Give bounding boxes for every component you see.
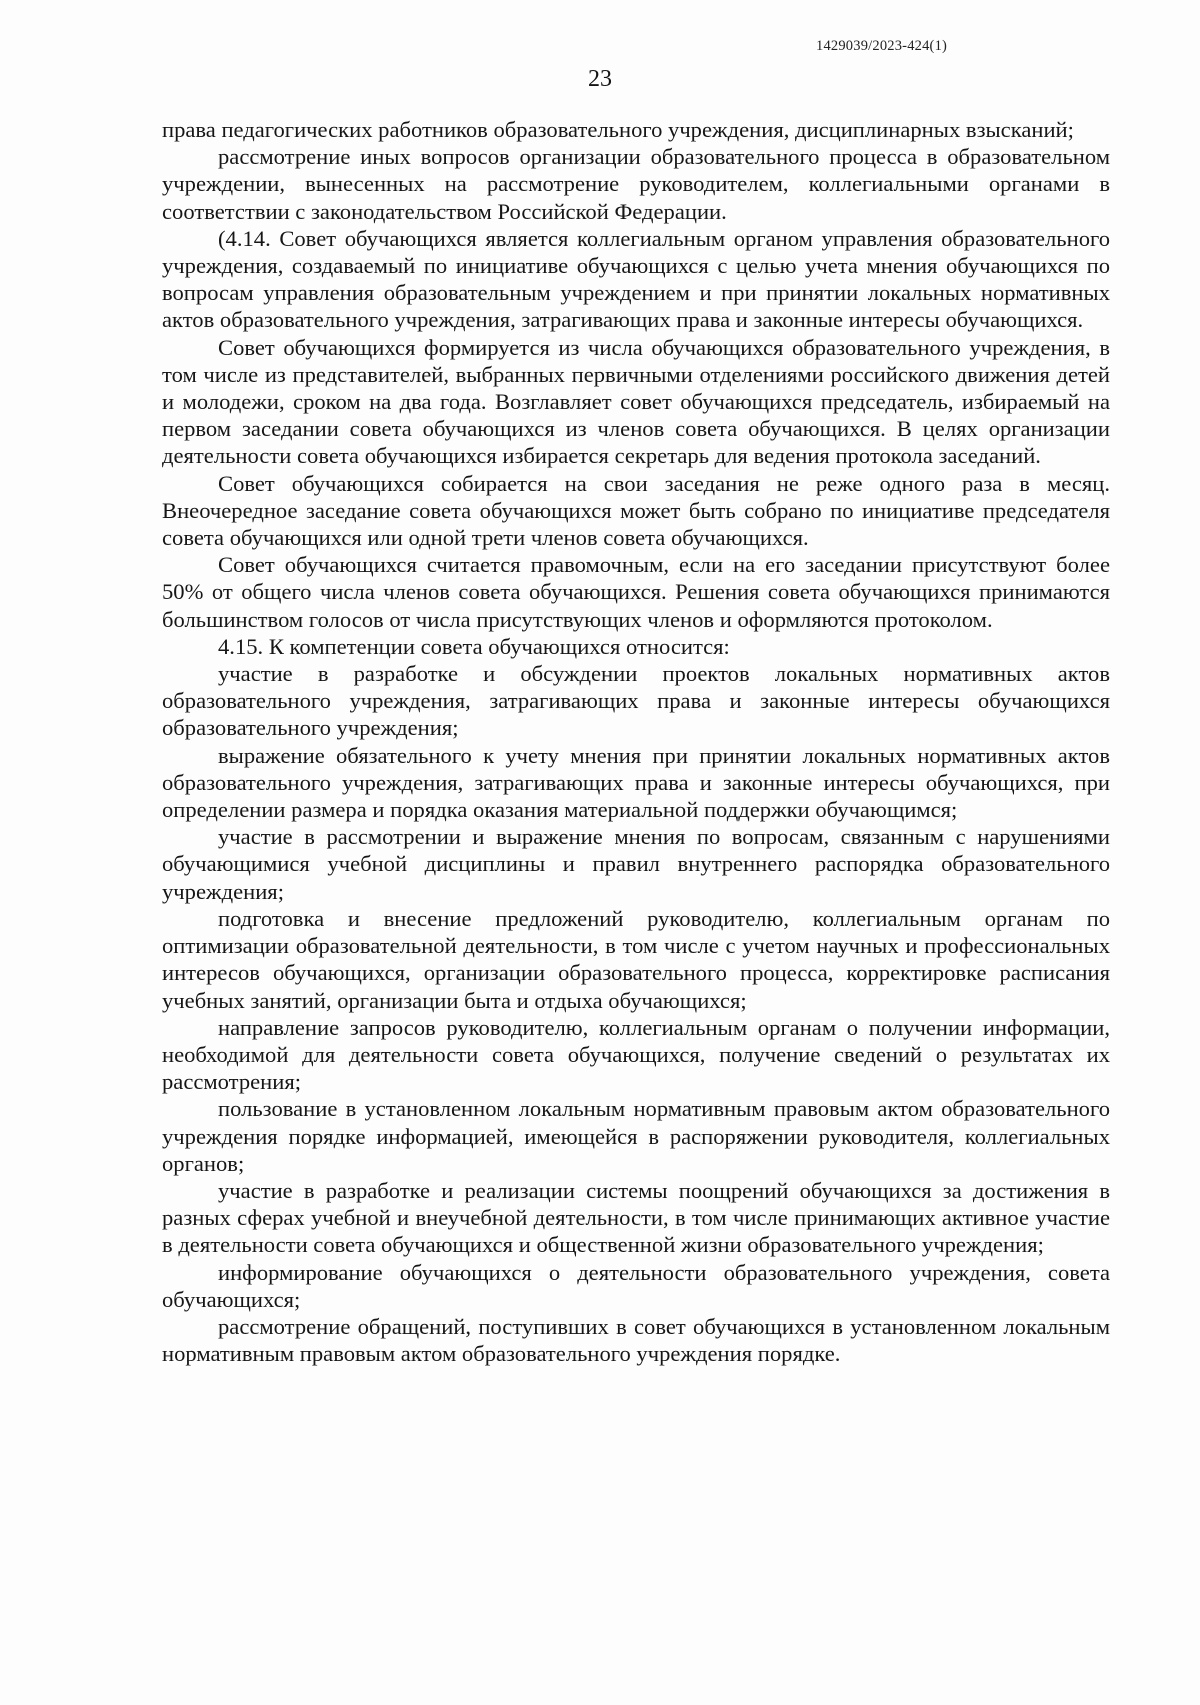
- competence-item: направление запросов руководителю, коллегиальным органам о получении информации, необходимой для деятельности совета обучающихся, получение сведений о результатах их рассмотрения;: [162, 1014, 1110, 1095]
- competence-item: участие в разработке и обсуждении проектов локальных нормативных актов образовательного учреждения, затрагивающих права и законные интересы обучающихся образовательного учреждения;: [162, 661, 1110, 741]
- paragraph-4-15-competence: 4.15. К компетенции совета обучающихся относится:: [218, 633, 730, 659]
- document-body: [162, 116, 1110, 1367]
- document-registration-number: 1429039/2023-424(1): [816, 38, 948, 54]
- competence-item: выражение обязательного к учету мнения при принятии локальных нормативных актов образовательного учреждения, затрагивающих права и законные интересы обучающихся, при определении размера и порядка оказания материальной поддержки обучающимся;: [162, 742, 1110, 823]
- competence-item: участие в разработке и реализации системы поощрений обучающихся за достижения в разных сферах учебной и внеучебной деятельности, в том числе принимающих активное участие в деятельности совета обучающихся и общественной жизни образовательного учреждения;: [162, 1177, 1110, 1258]
- paragraph-council-meetings: Совет обучающихся собирается на свои заседания не реже одного раза в месяц. Внеочередное заседание совета обучающихся может быть собрано по инициативе председателя совета обучающихся или одной трети членов совета обучающихся.: [162, 470, 1110, 551]
- paragraph-continuation: права педагогических работников образовательного учреждения, дисциплинарных взысканий;: [162, 117, 1074, 142]
- competence-item: подготовка и внесение предложений руководителю, коллегиальным органам по оптимизации образовательной деятельности, в том числе с учетом научных и профессиональных интересов обучающихся, организации образовательного процесса, корректировке расписания учебных занятий, организации быта и отдыха обучающихся;: [162, 905, 1110, 1013]
- paragraph-council-quorum: Совет обучающихся считается правомочным, если на его заседании присутствуют более 50% от общего числа членов совета обучающихся. Решения совета обучающихся принимаются большинством голосов от числа присутствующих членов и оформляются протоколом.: [162, 552, 1110, 632]
- competence-item: информирование обучающихся о деятельности образовательного учреждения, совета обучающихся;: [162, 1259, 1110, 1312]
- paragraph-4-14-student-council: (4.14. Совет обучающихся является коллегиальным органом управления образовательного учреждения, создаваемый по инициативе обучающихся с целью учета мнения обучающихся по вопросам управления образовательным учреждением и при принятии локальных нормативных актов образовательного учреждения, затрагивающих права и законные интересы обучающихся.: [162, 225, 1110, 333]
- paragraph-other-issues: рассмотрение иных вопросов организации образовательного процесса в образовательном учреждении, вынесенных на рассмотрение руководителем, коллегиальными органами в соответствии с законодательством Российской Федерации.: [162, 144, 1110, 224]
- page-number: 23: [588, 66, 612, 92]
- competence-item: участие в рассмотрении и выражение мнения по вопросам, связанным с нарушениями обучающимися учебной дисциплины и правил внутреннего распорядка образовательного учреждения;: [162, 824, 1110, 904]
- competence-item: рассмотрение обращений, поступивших в совет обучающихся в установленном локальным нормативным правовым актом образовательного учреждения порядке.: [162, 1313, 1110, 1367]
- competence-item: пользование в установленном локальным нормативным правовым актом образовательного учреждения порядке информацией, имеющейся в распоряжении руководителя, коллегиальных органов;: [162, 1096, 1110, 1176]
- paragraph-council-formation: Совет обучающихся формируется из числа обучающихся образовательного учреждения, в том числе из представителей, выбранных первичными отделениями российского движения детей и молодежи, сроком на два года. Возглавляет совет обучающихся председатель, избираемый на первом заседании совета обучающихся из членов совета обучающихся. В целях организации деятельности совета обучающихся избирается секретарь для ведения протокола заседаний.: [162, 334, 1110, 469]
